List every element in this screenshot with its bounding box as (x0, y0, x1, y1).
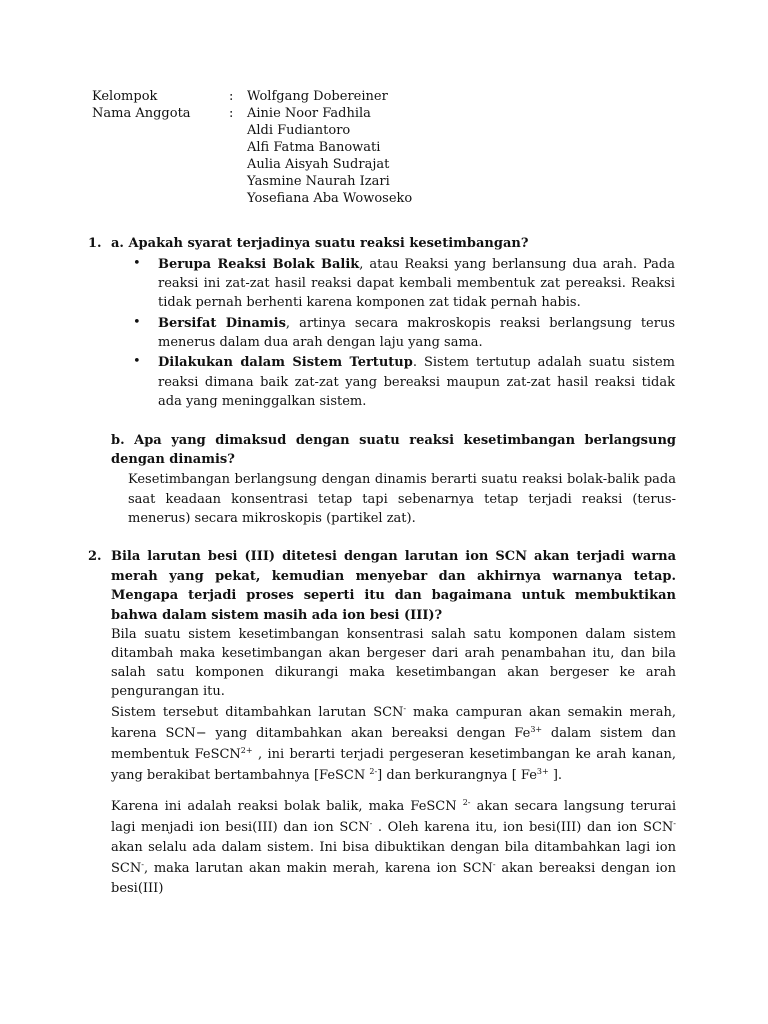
question-2: Bila larutan besi (III) ditetesi dengan larutan ion SCN akan terjadi warna merah yang pekat, kemudian menyebar dan akhirnya warnanya tetap. Mengapa terjadi proses seperti itu dan bagaimana untuk membuktikan bahwa dalam sistem masih ada ion besi (III)? (111, 549, 676, 623)
superscript: - (141, 859, 144, 869)
bullet-title: Bersifat Dinamis (158, 316, 286, 331)
question-1b: b. Apa yang dimaksud dengan suatu reaksi kesetimbangan berlangsung dengan dinamis? (111, 433, 676, 467)
member-name: Yasmine Naurah Izari (247, 174, 390, 189)
superscript: 3+ (536, 767, 549, 776)
text-run: . Oleh karena itu, ion besi(III) dan ion SCN (372, 819, 674, 835)
answer-2-paragraph-1: Bila suatu sistem kesetimbangan konsentrasi salah satu komponen dalam sistem ditambah maka kesetimbangan akan bergeser dari arah penambahan itu, dan bila salah satu komponen dikurangi maka kesetimbangan akan bergeser ke arah pengurangan itu. (111, 627, 676, 699)
text-run: , ini berarti terjadi pergeseran kesetimbangan ke arah kanan, yang berakibat bertambahnya [FeSCN (111, 747, 676, 783)
bullet-text: . Sistem tertutup adalah suatu sistem reaksi dimana baik zat-zat yang bereaksi maupun zat-zat hasil reaksi tidak ada yang meninggalkan sistem. (158, 355, 675, 409)
text-run: ]. (548, 768, 563, 783)
text-run: − yang ditambahkan akan bereaksi dengan Fe (195, 726, 531, 741)
bullet-icon: • (133, 315, 141, 330)
text-run: akan selalu ada dalam sistem. Ini bisa dibuktikan dengan bila ditambahkan lagi ion SCN (111, 840, 676, 876)
superscript: - (673, 818, 676, 828)
member-name: Alfi Fatma Banowati (247, 140, 381, 155)
bullet-icon: • (133, 354, 141, 369)
text-run: , maka larutan akan makin merah, karena ion SCN (143, 860, 493, 876)
bullet-text: , atau Reaksi yang berlansung dua arah. Pada reaksi ini zat-zat hasil reaksi dapat kembali membentuk zat pereaksi. Reaksi tidak pernah berhenti karena komponen zat tidak pernah habis. (158, 257, 675, 310)
question-number: 1. (88, 236, 102, 251)
text-run: Sistem tersebut ditambahkan larutan SCN (111, 705, 404, 720)
header-colon: : (229, 106, 234, 121)
superscript: - (492, 859, 496, 869)
header-key: Nama Anggota (92, 106, 191, 121)
question-1a: a. Apakah syarat terjadinya suatu reaksi kesetimbangan? (111, 236, 529, 251)
header-key: Kelompok (92, 89, 158, 104)
question-number: 2. (88, 549, 102, 564)
text-run: akan bereaksi dengan ion besi(III) (111, 860, 676, 896)
bullet-icon: • (133, 256, 141, 271)
bullet-title: Berupa Reaksi Bolak Balik (158, 257, 360, 272)
header-colon: : (229, 89, 234, 104)
bullet-item (158, 353, 675, 412)
text-run: Karena ini adalah reaksi bolak balik, maka FeSCN (111, 799, 463, 814)
superscript: 3+ (530, 725, 543, 734)
answer-2-paragraph-2 (111, 702, 676, 786)
member-name: Yosefiana Aba Wowoseko (247, 191, 413, 206)
text-run: ] dan berkurangnya [ Fe (377, 768, 537, 783)
text-run: akan secara langsung terurai lagi menjadi ion besi(III) dan ion SCN (111, 799, 676, 835)
answer-1b: Kesetimbangan berlangsung dengan dinamis berarti suatu reaksi bolak-balik pada saat keadaan konsentrasi tetap tapi sebenarnya tetap terjadi reaksi (terus-menerus) secara mikroskopis (partikel zat). (128, 472, 676, 526)
member-name: Aldi Fudiantoro (247, 123, 351, 138)
bullet-text: , artinya secara makroskopis reaksi berlangsung terus menerus dalam dua arah dengan laju yang sama. (158, 316, 675, 350)
superscript: - (403, 704, 407, 713)
bullet-item (158, 314, 675, 352)
superscript: 2- (462, 798, 471, 807)
text-run: maka campuran akan semakin merah, karena SCN (111, 705, 676, 741)
superscript: 2+ (240, 746, 253, 755)
superscript: - (369, 818, 373, 828)
header-value: Wolfgang Dobereiner (247, 89, 388, 104)
member-name: Aulia Aisyah Sudrajat (247, 157, 390, 172)
bullet-item (158, 255, 675, 312)
superscript: 2- (369, 767, 378, 776)
member-name: Ainie Noor Fadhila (247, 106, 371, 121)
text-run: dalam sistem dan membentuk FeSCN (111, 726, 676, 762)
answer-2-paragraph-3 (111, 797, 676, 900)
bullet-title: Dilakukan dalam Sistem Tertutup (158, 355, 413, 370)
